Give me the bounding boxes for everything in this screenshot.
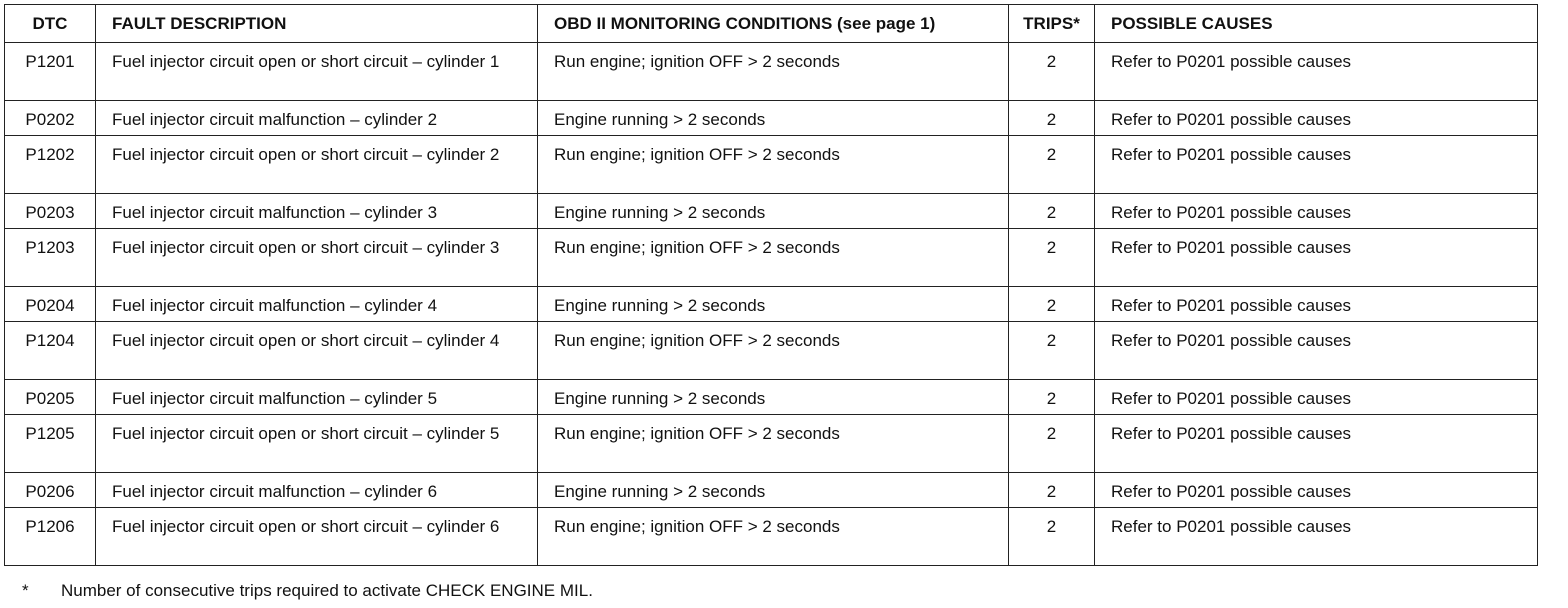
cell-trips: 2 [1009, 508, 1095, 566]
cell-dtc: P1203 [5, 229, 96, 287]
cell-trips: 2 [1009, 380, 1095, 415]
cell-monitoring-conditions: Run engine; ignition OFF > 2 seconds [538, 43, 1009, 101]
cell-trips: 2 [1009, 136, 1095, 194]
cell-fault-description: Fuel injector circuit malfunction – cylinder 3 [96, 194, 538, 229]
cell-fault-description: Fuel injector circuit malfunction – cylinder 2 [96, 101, 538, 136]
cell-fault-description: Fuel injector circuit open or short circuit – cylinder 4 [96, 322, 538, 380]
cell-possible-causes: Refer to P0201 possible causes [1095, 508, 1538, 566]
header-dtc: DTC [5, 5, 96, 43]
cell-possible-causes: Refer to P0201 possible causes [1095, 473, 1538, 508]
cell-possible-causes: Refer to P0201 possible causes [1095, 287, 1538, 322]
cell-trips: 2 [1009, 194, 1095, 229]
cell-fault-description: Fuel injector circuit open or short circuit – cylinder 1 [96, 43, 538, 101]
cell-monitoring-conditions: Run engine; ignition OFF > 2 seconds [538, 415, 1009, 473]
cell-dtc: P1204 [5, 322, 96, 380]
cell-monitoring-conditions: Engine running > 2 seconds [538, 194, 1009, 229]
header-monitoring-conditions: OBD II MONITORING CONDITIONS (see page 1) [538, 5, 1009, 43]
cell-fault-description: Fuel injector circuit open or short circuit – cylinder 2 [96, 136, 538, 194]
cell-monitoring-conditions: Engine running > 2 seconds [538, 380, 1009, 415]
cell-dtc: P1202 [5, 136, 96, 194]
table-row [5, 322, 1538, 380]
cell-possible-causes: Refer to P0201 possible causes [1095, 415, 1538, 473]
cell-dtc: P0203 [5, 194, 96, 229]
table-row [5, 380, 1538, 415]
cell-fault-description: Fuel injector circuit open or short circuit – cylinder 3 [96, 229, 538, 287]
cell-fault-description: Fuel injector circuit malfunction – cylinder 5 [96, 380, 538, 415]
cell-dtc: P0204 [5, 287, 96, 322]
footnote [22, 579, 593, 602]
cell-monitoring-conditions: Run engine; ignition OFF > 2 seconds [538, 136, 1009, 194]
cell-possible-causes: Refer to P0201 possible causes [1095, 43, 1538, 101]
table-row [5, 194, 1538, 229]
cell-trips: 2 [1009, 229, 1095, 287]
cell-fault-description: Fuel injector circuit malfunction – cylinder 4 [96, 287, 538, 322]
table-row [5, 415, 1538, 473]
cell-fault-description: Fuel injector circuit open or short circuit – cylinder 5 [96, 415, 538, 473]
cell-possible-causes: Refer to P0201 possible causes [1095, 136, 1538, 194]
cell-monitoring-conditions: Engine running > 2 seconds [538, 473, 1009, 508]
cell-possible-causes: Refer to P0201 possible causes [1095, 322, 1538, 380]
footnote-mark: * [22, 581, 29, 600]
cell-dtc: P1205 [5, 415, 96, 473]
cell-possible-causes: Refer to P0201 possible causes [1095, 380, 1538, 415]
footnote-text: Number of consecutive trips required to activate CHECK ENGINE MIL. [61, 581, 593, 600]
cell-trips: 2 [1009, 101, 1095, 136]
table-row [5, 101, 1538, 136]
header-trips: TRIPS* [1009, 5, 1095, 43]
cell-trips: 2 [1009, 322, 1095, 380]
header-possible-causes: POSSIBLE CAUSES [1095, 5, 1538, 43]
cell-trips: 2 [1009, 415, 1095, 473]
cell-trips: 2 [1009, 287, 1095, 322]
cell-monitoring-conditions: Engine running > 2 seconds [538, 101, 1009, 136]
cell-monitoring-conditions: Engine running > 2 seconds [538, 287, 1009, 322]
cell-fault-description: Fuel injector circuit malfunction – cylinder 6 [96, 473, 538, 508]
dtc-table [4, 4, 1538, 566]
cell-dtc: P0202 [5, 101, 96, 136]
table-row [5, 508, 1538, 566]
table-row [5, 229, 1538, 287]
cell-dtc: P0205 [5, 380, 96, 415]
cell-dtc: P1206 [5, 508, 96, 566]
table-row [5, 473, 1538, 508]
cell-dtc: P1201 [5, 43, 96, 101]
table-header-row [5, 5, 1538, 43]
cell-dtc: P0206 [5, 473, 96, 508]
cell-trips: 2 [1009, 43, 1095, 101]
cell-possible-causes: Refer to P0201 possible causes [1095, 101, 1538, 136]
table-row [5, 136, 1538, 194]
cell-possible-causes: Refer to P0201 possible causes [1095, 229, 1538, 287]
header-fault-description: FAULT DESCRIPTION [96, 5, 538, 43]
table-row [5, 287, 1538, 322]
cell-monitoring-conditions: Run engine; ignition OFF > 2 seconds [538, 508, 1009, 566]
cell-monitoring-conditions: Run engine; ignition OFF > 2 seconds [538, 229, 1009, 287]
table-row [5, 43, 1538, 101]
cell-monitoring-conditions: Run engine; ignition OFF > 2 seconds [538, 322, 1009, 380]
cell-possible-causes: Refer to P0201 possible causes [1095, 194, 1538, 229]
cell-fault-description: Fuel injector circuit open or short circuit – cylinder 6 [96, 508, 538, 566]
cell-trips: 2 [1009, 473, 1095, 508]
